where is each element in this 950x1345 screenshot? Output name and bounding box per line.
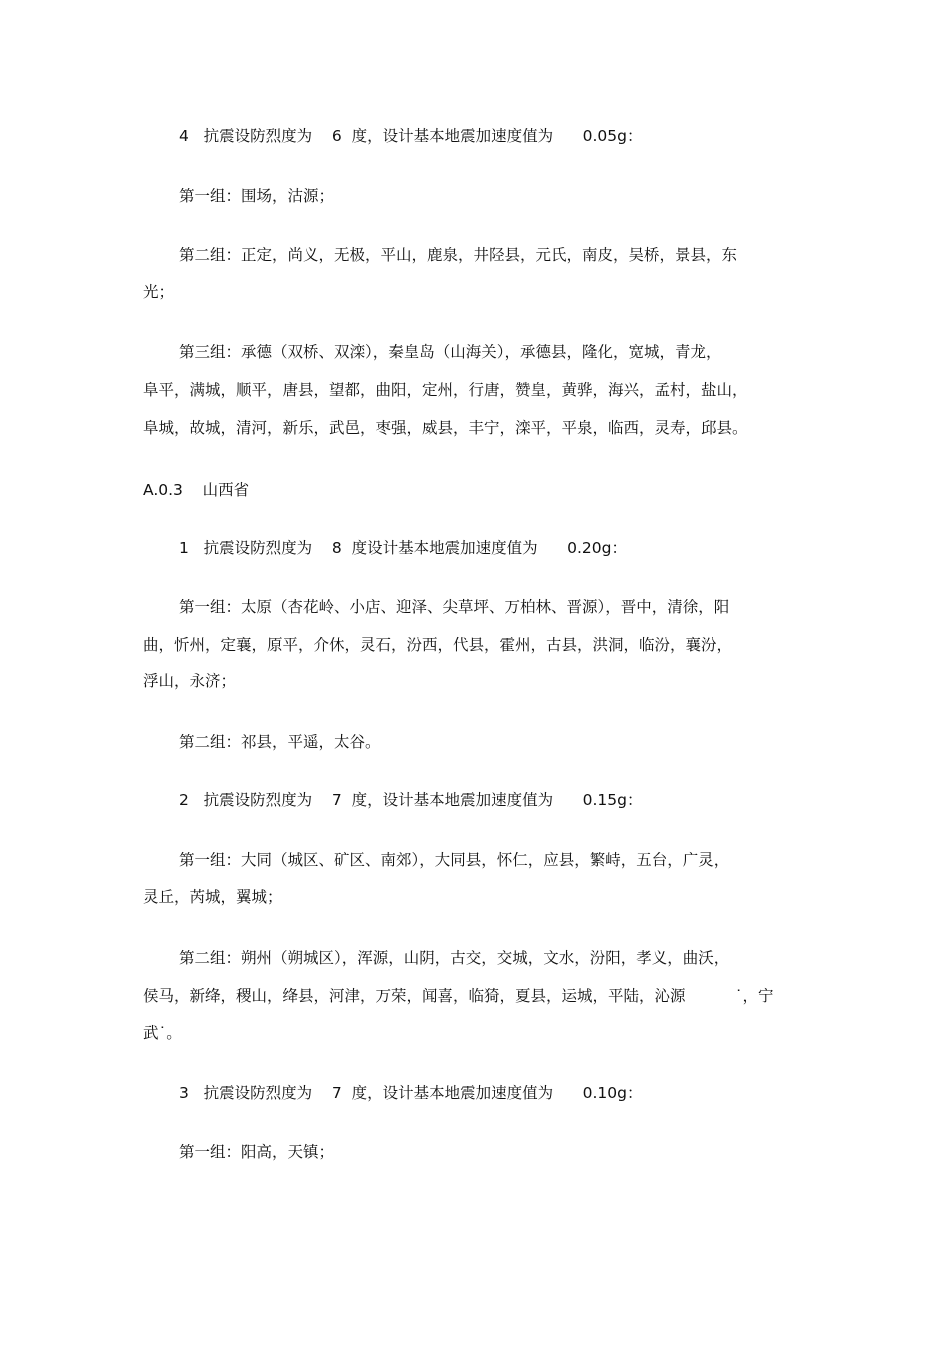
clause-1-heading: 1 抗震设防烈度为 8 度设计基本地震加速度值为 0.20g： (179, 539, 627, 557)
sx-group-1-line-cont-1: 曲，忻州，定襄，原平，介休，灵石，汾西，代县，霍州，古县，洪洞，临汾，襄汾， (143, 636, 733, 654)
group-3-line-cont-2: 阜城，故城，清河，新乐，武邑，枣强，威县，丰宁，滦平，平泉，临西，灵寿，邱县。 (143, 419, 748, 437)
sx-group-2-line: 第二组：祁县，平遥，太谷。 (179, 733, 381, 751)
sx7-group-2-line-cont-2: 武˙。 (143, 1024, 182, 1042)
section-a03-heading: A.0.3 山西省 (143, 481, 250, 499)
sx7-group-1-line: 第一组：大同（城区、矿区、南郊），大同县，怀仁，应县，繁峙，五台，广灵， (179, 851, 730, 869)
group-2-line: 第二组：正定，尚义，无极，平山，鹿泉，井陉县，元氏，南皮，吴桥，景县，东 (179, 246, 738, 264)
group-1-line: 第一组：围场，沽源； (179, 187, 335, 205)
sx7-group-2-line: 第二组：朔州（朔城区），浑源，山阴，古交，交城，文水，汾阳，孝义，曲沃， (179, 949, 730, 967)
sx7-group-2-line-cont-1: 侯马，新绛，稷山，绛县，河津，万荣，闻喜，临猗，夏县，运城，平陆，沁源 ˙，宁 (143, 987, 774, 1005)
group-3-line: 第三组：承德（双桥、双滦），秦皇岛（山海关），承德县，隆化，宽城，青龙， (179, 343, 722, 361)
sx7-group-1-line-cont: 灵丘，芮城，翼城； (143, 888, 283, 906)
group-2-line-cont: 光； (143, 283, 175, 301)
group-3-line-cont-1: 阜平，满城，顺平，唐县，望都，曲阳，定州，行唐，赞皇，黄骅，海兴，孟村，盐山， (143, 381, 748, 399)
clause-3-heading: 3 抗震设防烈度为 7 度，设计基本地震加速度值为 0.10g： (179, 1084, 643, 1102)
sx710-group-1-line: 第一组：阳高，天镇； (179, 1143, 335, 1161)
clause-4-heading: 4 抗震设防烈度为 6 度，设计基本地震加速度值为 0.05g： (179, 127, 643, 145)
sx-group-1-line-cont-2: 浮山，永济； (143, 672, 237, 690)
clause-2-heading: 2 抗震设防烈度为 7 度，设计基本地震加速度值为 0.15g： (179, 791, 643, 809)
sx-group-1-line: 第一组：太原（杏花岭、小店、迎泽、尖草坪、万柏林、晋源），晋中，清徐，阳 (179, 598, 730, 616)
